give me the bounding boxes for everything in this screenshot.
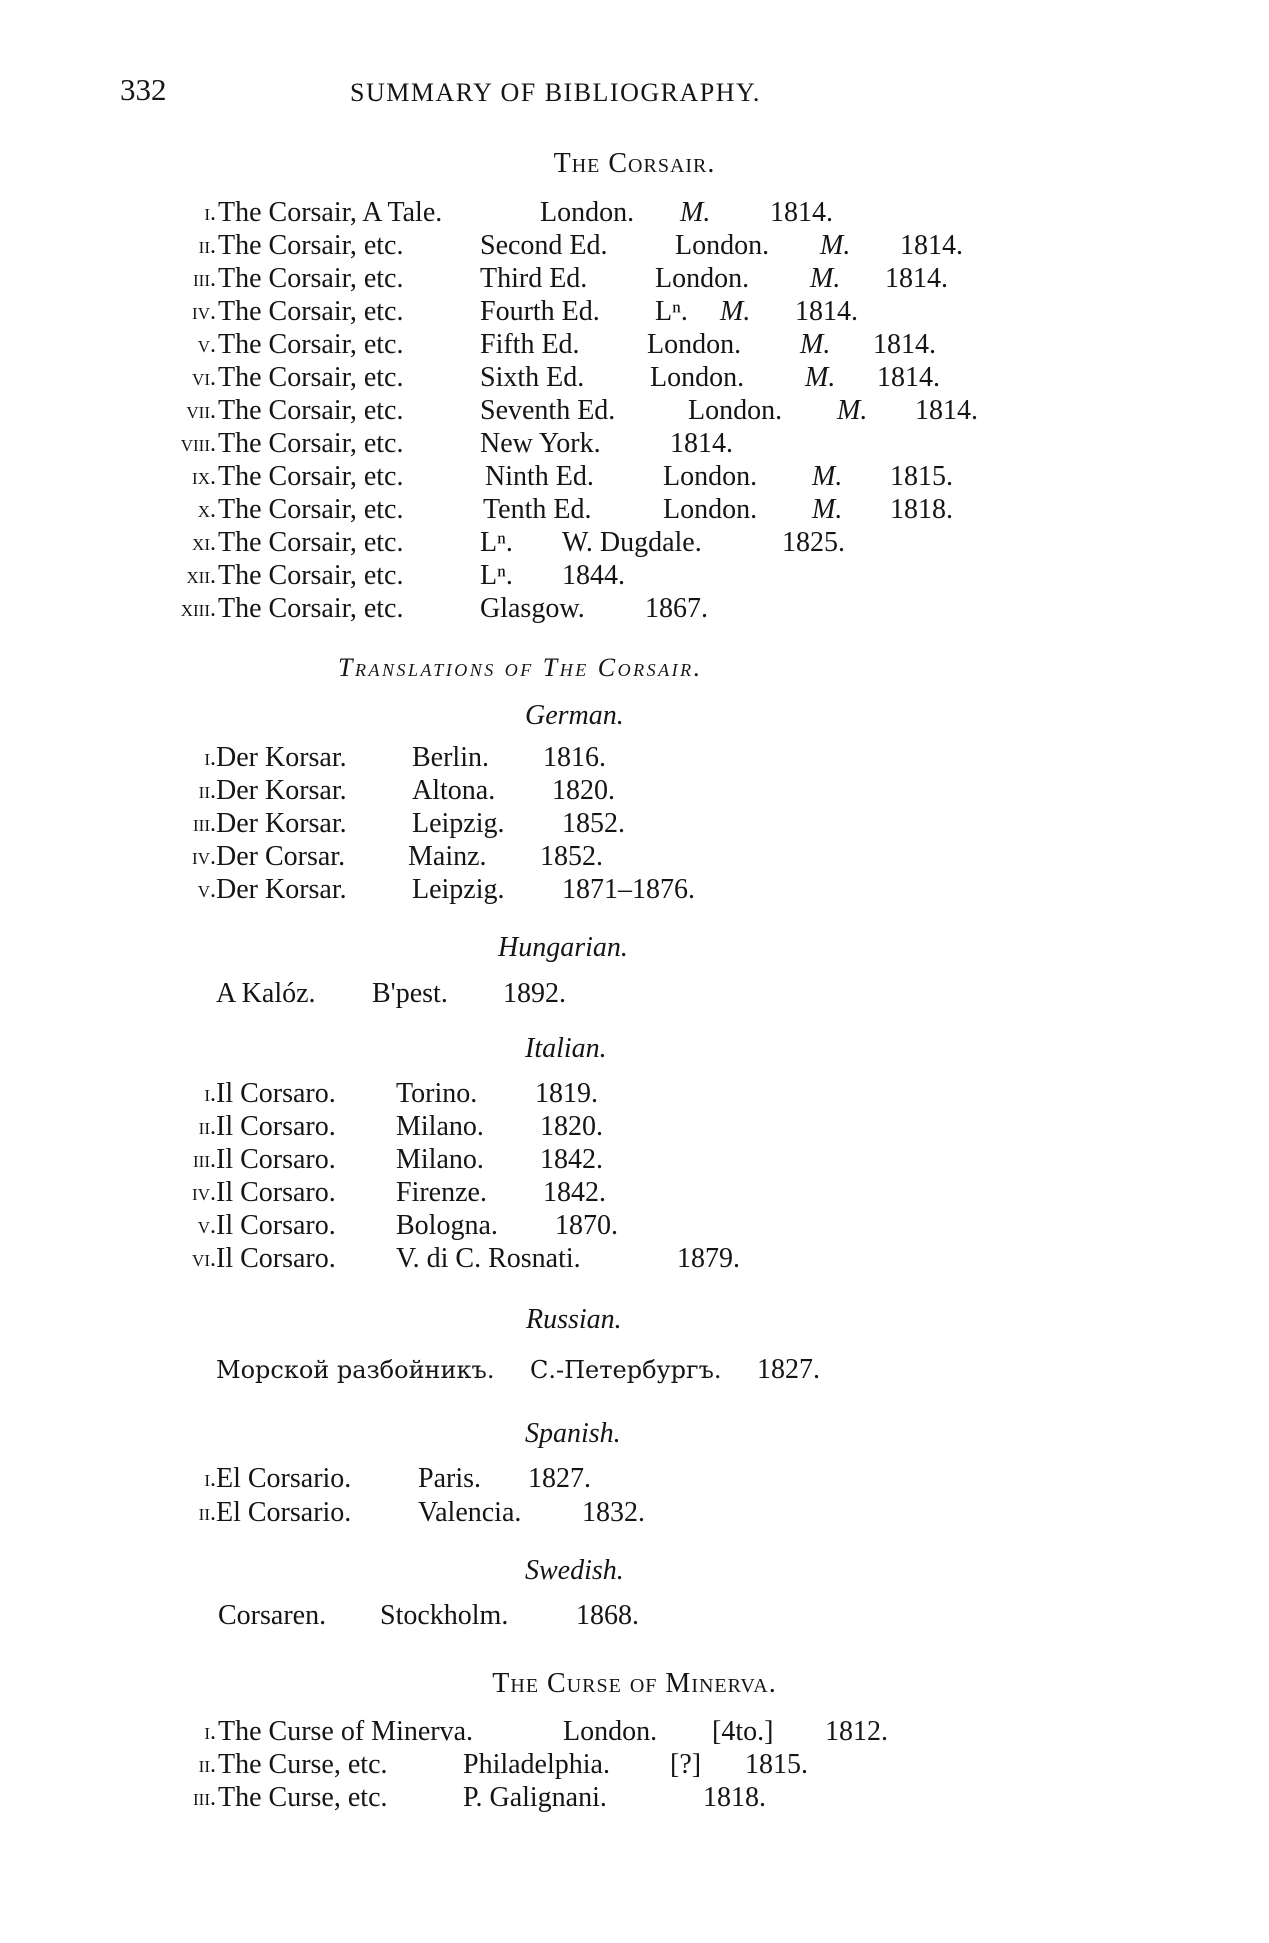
item-edition: Ninth Ed. bbox=[485, 461, 594, 492]
item-number: ii. bbox=[198, 1500, 216, 1526]
item-publisher: M. bbox=[800, 329, 831, 360]
italian-subheading: Italian. bbox=[525, 1033, 607, 1064]
item-number: v. bbox=[197, 1213, 216, 1239]
list-item bbox=[0, 428, 1269, 460]
item-title: The Corsair, etc. bbox=[218, 593, 404, 624]
item-title: Il Corsaro. bbox=[216, 1177, 336, 1208]
item-number: iii. bbox=[193, 1785, 216, 1811]
item-number: iv. bbox=[192, 299, 216, 325]
list-item bbox=[0, 329, 1269, 361]
item-year: 1814. bbox=[795, 296, 858, 327]
item-year: 1818. bbox=[890, 494, 953, 525]
item-number: i. bbox=[204, 1081, 216, 1107]
list-item bbox=[0, 841, 1269, 873]
item-year: 1842. bbox=[540, 1144, 603, 1175]
page-header bbox=[0, 72, 1269, 120]
item-place: Bologna. bbox=[396, 1210, 498, 1241]
item-number: xi. bbox=[192, 530, 216, 556]
item-number: iii. bbox=[193, 1147, 216, 1173]
item-title: Der Korsar. bbox=[216, 775, 347, 806]
item-title: The Corsair, etc. bbox=[218, 362, 404, 393]
item-place: Mainz. bbox=[408, 841, 487, 872]
item-publisher: M. bbox=[812, 461, 843, 492]
list-item bbox=[0, 593, 1269, 625]
list-item bbox=[0, 1177, 1269, 1209]
item-year: 1818. bbox=[703, 1782, 766, 1813]
list-item bbox=[0, 808, 1269, 840]
item-title: El Corsario. bbox=[216, 1497, 352, 1528]
list-item bbox=[0, 1210, 1269, 1242]
item-place: Lⁿ. bbox=[655, 296, 688, 327]
item-title: Der Korsar. bbox=[216, 742, 347, 773]
item-number: vii. bbox=[186, 398, 216, 424]
list-item bbox=[0, 461, 1269, 493]
item-title: The Corsair, A Tale. bbox=[218, 197, 443, 228]
german-subheading: German. bbox=[525, 700, 624, 731]
item-number: v. bbox=[197, 877, 216, 903]
item-number: viii. bbox=[180, 431, 216, 457]
item-place: London. bbox=[675, 230, 770, 261]
item-place: New York. bbox=[480, 428, 601, 459]
item-place: Paris. bbox=[418, 1463, 481, 1494]
item-year: 1842. bbox=[543, 1177, 606, 1208]
item-year: 1816. bbox=[543, 742, 606, 773]
page-number: 332 bbox=[120, 72, 167, 107]
item-place: Leipzig. bbox=[412, 874, 505, 905]
item-edition: Second Ed. bbox=[480, 230, 608, 261]
item-publisher: M. bbox=[680, 197, 711, 228]
list-item bbox=[0, 1716, 1269, 1748]
list-item bbox=[0, 742, 1269, 774]
item-place: London. bbox=[647, 329, 742, 360]
item-place: Altona. bbox=[412, 775, 496, 806]
item-place: London. bbox=[663, 461, 758, 492]
list-item bbox=[0, 527, 1269, 559]
item-title: Corsaren. bbox=[218, 1600, 327, 1631]
item-place: Milano. bbox=[396, 1144, 484, 1175]
item-place: Lⁿ. bbox=[480, 560, 513, 591]
item-title: The Corsair, etc. bbox=[218, 527, 404, 558]
item-title: The Corsair, etc. bbox=[218, 230, 404, 261]
item-year: 1870. bbox=[555, 1210, 618, 1241]
item-number: ii. bbox=[198, 233, 216, 259]
russian-subheading: Russian. bbox=[526, 1304, 622, 1335]
item-title: The Curse, etc. bbox=[218, 1782, 388, 1813]
item-number: iv. bbox=[192, 844, 216, 870]
list-item bbox=[0, 560, 1269, 592]
item-year: 1892. bbox=[503, 978, 566, 1009]
list-item bbox=[0, 1243, 1269, 1275]
item-format: [4to.] bbox=[712, 1716, 774, 1747]
minerva-heading: The Curse of Minerva. bbox=[492, 1668, 777, 1699]
list-item bbox=[0, 874, 1269, 906]
item-year: 1871–1876. bbox=[562, 874, 695, 905]
item-place: С.-Петербургъ. bbox=[530, 1356, 722, 1384]
item-publisher: P. Galignani. bbox=[463, 1782, 607, 1813]
item-place: Lⁿ. bbox=[480, 527, 513, 558]
item-year: 1844. bbox=[562, 560, 625, 591]
item-place: Valencia. bbox=[418, 1497, 522, 1528]
item-title: The Corsair, etc. bbox=[218, 296, 404, 327]
item-year: 1812. bbox=[825, 1716, 888, 1747]
item-publisher: M. bbox=[837, 395, 868, 426]
item-edition: Fourth Ed. bbox=[480, 296, 600, 327]
list-item bbox=[0, 494, 1269, 526]
item-year: 1814. bbox=[670, 428, 733, 459]
list-item bbox=[0, 1497, 1269, 1529]
corsair-heading: The Corsair. bbox=[553, 148, 716, 179]
item-number: i. bbox=[204, 1466, 216, 1492]
item-title: A Kalóz. bbox=[216, 978, 316, 1009]
item-number: iii. bbox=[193, 266, 216, 292]
list-item bbox=[0, 296, 1269, 328]
item-format: [?] bbox=[670, 1749, 702, 1780]
item-place: Philadelphia. bbox=[463, 1749, 610, 1780]
item-number: iv. bbox=[192, 1180, 216, 1206]
item-year: 1815. bbox=[890, 461, 953, 492]
item-number: vi. bbox=[192, 1246, 216, 1272]
item-number: i. bbox=[204, 745, 216, 771]
item-place: London. bbox=[540, 197, 635, 228]
list-item bbox=[0, 263, 1269, 295]
item-edition: Sixth Ed. bbox=[480, 362, 585, 393]
item-place: Glasgow. bbox=[480, 593, 585, 624]
item-title: El Corsario. bbox=[216, 1463, 352, 1494]
item-year: 1814. bbox=[900, 230, 963, 261]
item-year: 1827. bbox=[757, 1354, 820, 1385]
item-number: ii. bbox=[198, 1752, 216, 1778]
list-item bbox=[0, 1078, 1269, 1110]
item-title: The Curse of Minerva. bbox=[218, 1716, 474, 1747]
item-place: Berlin. bbox=[412, 742, 489, 773]
item-year: 1825. bbox=[782, 527, 845, 558]
item-publisher: M. bbox=[720, 296, 751, 327]
item-year: 1815. bbox=[745, 1749, 808, 1780]
item-place: Firenze. bbox=[396, 1177, 487, 1208]
item-edition: Tenth Ed. bbox=[483, 494, 592, 525]
item-place: London. bbox=[688, 395, 783, 426]
hungarian-subheading: Hungarian. bbox=[498, 932, 628, 963]
item-title: The Corsair, etc. bbox=[218, 560, 404, 591]
item-title: Der Corsar. bbox=[216, 841, 346, 872]
item-place: London. bbox=[563, 1716, 658, 1747]
item-year: 1820. bbox=[540, 1111, 603, 1142]
swedish-subheading: Swedish. bbox=[525, 1555, 624, 1586]
item-number: vi. bbox=[192, 365, 216, 391]
item-year: 1814. bbox=[770, 197, 833, 228]
item-publisher: M. bbox=[812, 494, 843, 525]
item-edition: Seventh Ed. bbox=[480, 395, 616, 426]
list-item bbox=[0, 1782, 1269, 1814]
item-edition: Third Ed. bbox=[480, 263, 588, 294]
item-title: Il Corsaro. bbox=[216, 1210, 336, 1241]
hungarian-entry bbox=[0, 978, 1269, 1010]
item-publisher: W. Dugdale. bbox=[562, 527, 702, 558]
item-place: London. bbox=[655, 263, 750, 294]
item-title: The Corsair, etc. bbox=[218, 263, 404, 294]
item-year: 1868. bbox=[576, 1600, 639, 1631]
item-title: The Corsair, etc. bbox=[218, 461, 404, 492]
list-item bbox=[0, 1463, 1269, 1495]
item-title: The Corsair, etc. bbox=[218, 428, 404, 459]
item-place: Milano. bbox=[396, 1111, 484, 1142]
item-publisher: M. bbox=[810, 263, 841, 294]
item-title: The Corsair, etc. bbox=[218, 329, 404, 360]
item-place: London. bbox=[663, 494, 758, 525]
spanish-subheading: Spanish. bbox=[525, 1418, 621, 1449]
item-publisher: M. bbox=[820, 230, 851, 261]
item-number: i. bbox=[204, 1719, 216, 1745]
item-year: 1814. bbox=[873, 329, 936, 360]
item-publisher: M. bbox=[805, 362, 836, 393]
item-title: Der Korsar. bbox=[216, 874, 347, 905]
item-number: x. bbox=[197, 497, 216, 523]
list-item bbox=[0, 197, 1269, 229]
item-place: Stockholm. bbox=[380, 1600, 509, 1631]
item-year: 1852. bbox=[540, 841, 603, 872]
item-year: 1814. bbox=[885, 263, 948, 294]
list-item bbox=[0, 230, 1269, 262]
item-year: 1827. bbox=[528, 1463, 591, 1494]
item-number: xiii. bbox=[180, 596, 216, 622]
item-number: v. bbox=[197, 332, 216, 358]
list-item bbox=[0, 1111, 1269, 1143]
item-title: Der Korsar. bbox=[216, 808, 347, 839]
russian-entry bbox=[0, 1354, 1269, 1386]
item-place: London. bbox=[650, 362, 745, 393]
item-year: 1867. bbox=[645, 593, 708, 624]
item-title: Морской разбойникъ. bbox=[216, 1356, 495, 1384]
item-year: 1852. bbox=[562, 808, 625, 839]
running-head: SUMMARY OF BIBLIOGRAPHY. bbox=[350, 78, 761, 107]
item-year: 1820. bbox=[552, 775, 615, 806]
item-place: B'pest. bbox=[372, 978, 448, 1009]
item-place: Leipzig. bbox=[412, 808, 505, 839]
list-item bbox=[0, 1749, 1269, 1781]
item-year: 1832. bbox=[582, 1497, 645, 1528]
list-item bbox=[0, 395, 1269, 427]
item-title: The Corsair, etc. bbox=[218, 494, 404, 525]
list-item bbox=[0, 362, 1269, 394]
translations-heading: Translations of The Corsair. bbox=[338, 653, 703, 682]
item-title: Il Corsaro. bbox=[216, 1243, 336, 1274]
swedish-entry bbox=[0, 1600, 1269, 1632]
item-place: V. di C. Rosnati. bbox=[396, 1243, 581, 1274]
item-title: Il Corsaro. bbox=[216, 1111, 336, 1142]
item-year: 1814. bbox=[915, 395, 978, 426]
item-number: i. bbox=[204, 200, 216, 226]
item-number: xii. bbox=[186, 563, 216, 589]
item-title: The Curse, etc. bbox=[218, 1749, 388, 1780]
item-number: ii. bbox=[198, 1114, 216, 1140]
item-number: ii. bbox=[198, 778, 216, 804]
item-year: 1819. bbox=[535, 1078, 598, 1109]
item-place: Torino. bbox=[396, 1078, 478, 1109]
item-title: Il Corsaro. bbox=[216, 1078, 336, 1109]
list-item bbox=[0, 775, 1269, 807]
item-number: ix. bbox=[192, 464, 216, 490]
list-item bbox=[0, 1144, 1269, 1176]
item-title: The Corsair, etc. bbox=[218, 395, 404, 426]
item-number: iii. bbox=[193, 811, 216, 837]
item-year: 1814. bbox=[877, 362, 940, 393]
item-edition: Fifth Ed. bbox=[480, 329, 580, 360]
item-year: 1879. bbox=[677, 1243, 740, 1274]
item-title: Il Corsaro. bbox=[216, 1144, 336, 1175]
